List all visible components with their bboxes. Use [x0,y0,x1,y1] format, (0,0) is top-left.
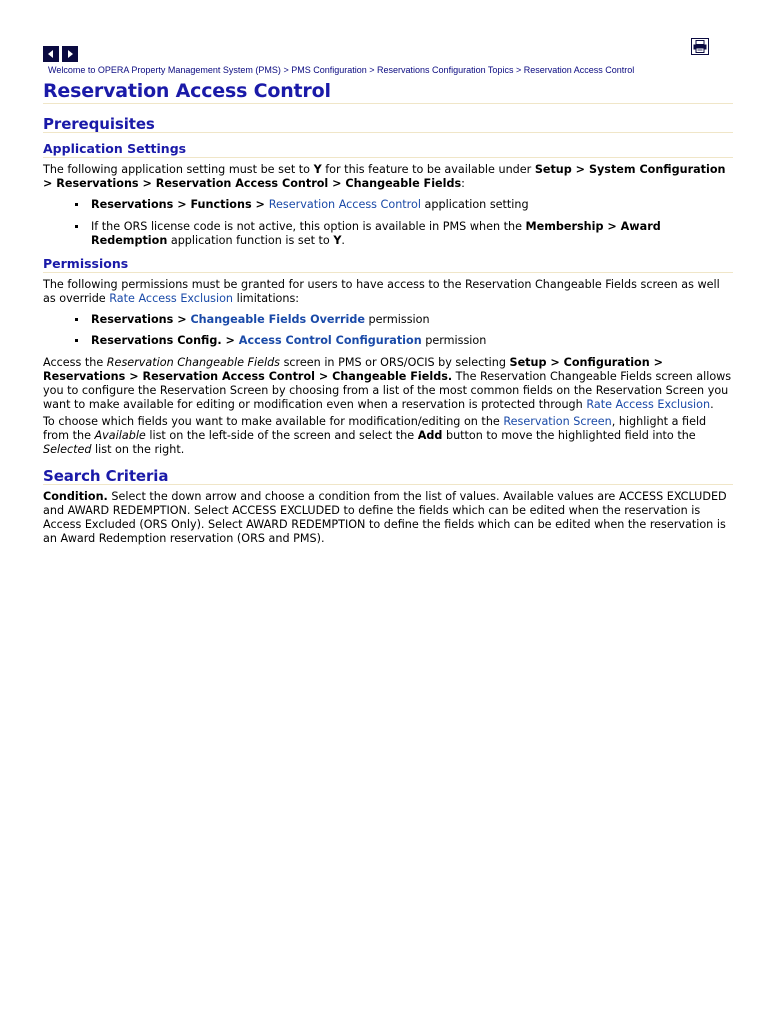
page-title: Reservation Access Control [43,80,733,104]
triangle-left-icon [46,49,56,59]
application-settings-heading: Application Settings [43,142,733,158]
print-button[interactable] [691,38,709,55]
prerequisites-heading: Prerequisites [43,117,733,133]
list-item: Reservations Config. > Access Control Configuration permission [91,334,733,348]
reservation-access-control-link[interactable]: Reservation Access Control [268,198,421,211]
previous-page-button[interactable] [43,46,59,62]
rate-access-exclusion-link[interactable]: Rate Access Exclusion [586,398,711,411]
permissions-heading: Permissions [43,257,733,273]
breadcrumb [48,65,634,75]
next-page-button[interactable] [62,46,78,62]
main-content [43,114,733,546]
printer-icon [693,40,707,53]
list-item: Reservations > Functions > Reservation Access Control application setting [91,198,733,212]
application-settings-list [43,198,733,248]
breadcrumb-separator: > [283,65,292,75]
breadcrumb-item-pms-configuration[interactable]: PMS Configuration [291,65,367,75]
reservation-screen-link[interactable]: Reservation Screen [503,415,612,428]
breadcrumb-separator: > [515,65,524,75]
choose-fields-paragraph: To choose which fields you want to make available for modification/editing on the Reservation Screen, highlight a field from the Available list on the left-side of the screen and select the Add button to move the highlighted field into the Selected list on the right. [43,415,707,456]
application-settings-intro: The following application setting must be set to Y for this feature to be available under Setup > System Configuration > Reservations > Reservation Access Control > Changeable Fields: [43,163,726,190]
rate-access-exclusion-link[interactable]: Rate Access Exclusion [109,292,234,305]
permissions-list [43,313,733,348]
breadcrumb-item-reservations-topics[interactable]: Reservations Configuration Topics [377,65,514,75]
list-item: Reservations > Changeable Fields Override permission [91,313,733,327]
triangle-right-icon [65,49,75,59]
access-control-configuration-link[interactable]: Access Control Configuration [238,334,422,347]
list-item: If the ORS license code is not active, this option is available in PMS when the Membership > Award Redemption application function is set to Y. [91,220,733,248]
permissions-intro: The following permissions must be granted for users to have access to the Reservation Changeable Fields screen as well as override Rate Access Exclusion limitations: [43,278,720,305]
changeable-fields-override-link[interactable]: Changeable Fields Override [190,313,365,326]
breadcrumb-item-welcome[interactable]: Welcome to OPERA Property Management System (PMS) [48,65,281,75]
access-paragraph: Access the Reservation Changeable Fields screen in PMS or ORS/OCIS by selecting Setup > Configuration > Reservations > Reservation Access Control > Changeable Fields. The Reservation Changeable Fields screen allows you to configure the Reservation Screen by choosing from a list of the most common fields on the Reservation Screen you want to make available for editing or modification even when a reservation is protected through Rate Access Exclusion. [43,356,732,411]
search-criteria-heading: Search Criteria [43,469,733,485]
breadcrumb-item-current: Reservation Access Control [523,65,635,75]
condition-paragraph: Condition. Select the down arrow and choose a condition from the list of values. Available values are ACCESS EXCLUDED and AWARD REDEMPTION. Select ACCESS EXCLUDED to define the fields which can be edited when the reservation is Access Excluded (ORS Only). Select AWARD REDEMPTION to define the fields which can be edited when the reservation is an Award Redemption reservation (ORS and PMS). [43,490,727,545]
breadcrumb-separator: > [369,65,378,75]
top-navigation-bar [43,46,710,64]
